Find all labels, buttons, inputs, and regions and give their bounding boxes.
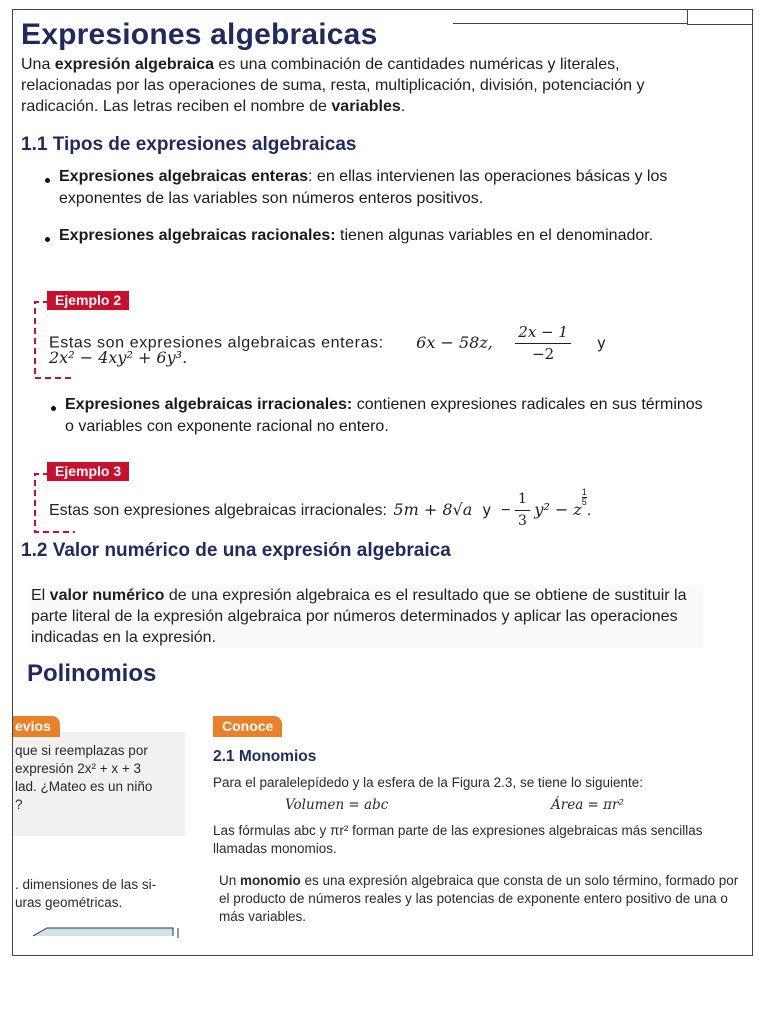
bullet-dot <box>51 406 56 411</box>
page-title: Expresiones algebraicas <box>21 18 378 51</box>
example-2-fraction: $\frac{2x - 1}{-2}$ <box>515 322 571 365</box>
section-heading-valor: 1.2 Valor numérico de una expresión algebraica <box>21 540 451 561</box>
valor-paragraph: El valor numérico de una expresión algebraica es el resultado que se obtiene de sustituir la parte literal de la expresión algebraica por números determinados y aplicar las operaciones indicadas en la expresión. <box>31 585 703 648</box>
header-rule <box>453 23 687 24</box>
header-cell <box>687 10 753 25</box>
monomios-heading: 2.1 Monomios <box>213 748 317 765</box>
monomios-intro: Para el paralelepídedo y la esfera de la Figura 2.3, se tiene lo siguiente: <box>213 775 644 790</box>
left-sidebar-text: que si reemplazas por expresión 2x² + x + 3 lad. ¿Mateo es un niño ? <box>15 743 153 812</box>
example-3-tag: Ejemplo 3 <box>47 462 129 481</box>
conoce-tag: Conoce <box>213 716 282 737</box>
example-2-expression: 2x² − 4xy² + 6y³. <box>49 348 188 367</box>
bullet-irracionales: Expresiones algebraicas irracionales: contienen expresiones radicales en sus términos o variables con exponente racional no entero. <box>65 396 703 435</box>
bullet-racionales: Expresiones algebraicas racionales: tienen algunas variables en el denominador. <box>59 227 654 244</box>
area-formula: Área = πr² <box>551 797 624 813</box>
document-page <box>12 9 753 956</box>
section-heading-tipos: 1.1 Tipos de expresiones algebraicas <box>21 134 357 155</box>
previos-tag: evios <box>12 716 60 737</box>
intro-paragraph: Una expresión algebraica es una combinación de cantidades numéricas y literales, relacionadas por las operaciones de suma, resta, multiplicación, división, potenciación y radicación. Las letras reciben el nombre de variables. <box>21 56 645 115</box>
example-2-tag: Ejemplo 2 <box>47 291 129 310</box>
bullet-dot <box>45 178 50 183</box>
example-2-text: Estas son expresiones algebraicas enteras: 6x − 58z, $\frac{2x - 1}{-2}$ y <box>49 323 606 363</box>
bullet-enteras: Expresiones algebraicas enteras: en ellas intervienen las operaciones básicas y los exponentes de las variables son números enteros positivos. <box>59 168 668 207</box>
bullet-dot <box>45 237 50 242</box>
left-sidebar-text-2: . dimensiones de las si- uras geométricas. <box>15 877 157 910</box>
example-3-fraction: $\frac{1}{3}$ <box>515 489 530 532</box>
volumen-formula: Volumen = abc <box>285 797 389 813</box>
figure-fragment <box>33 920 183 938</box>
polinomios-title: Polinomios <box>27 660 157 687</box>
monomio-definition: Un monomio es una expresión algebraica que consta de un solo término, formado por el producto de números reales y las potencias de exponente entero positivo de una o más variables. <box>219 873 739 924</box>
example-3-text: Estas son expresiones algebraicas irracionales: 5m + 8√a y − $\frac{1}{3}$ y² − z $^{\frac{1}{5}}$ . <box>49 488 739 532</box>
monomios-paragraph: Las fórmulas abc y πr² forman parte de las expresiones algebraicas más sencillas llamadas monomios. <box>213 823 703 856</box>
